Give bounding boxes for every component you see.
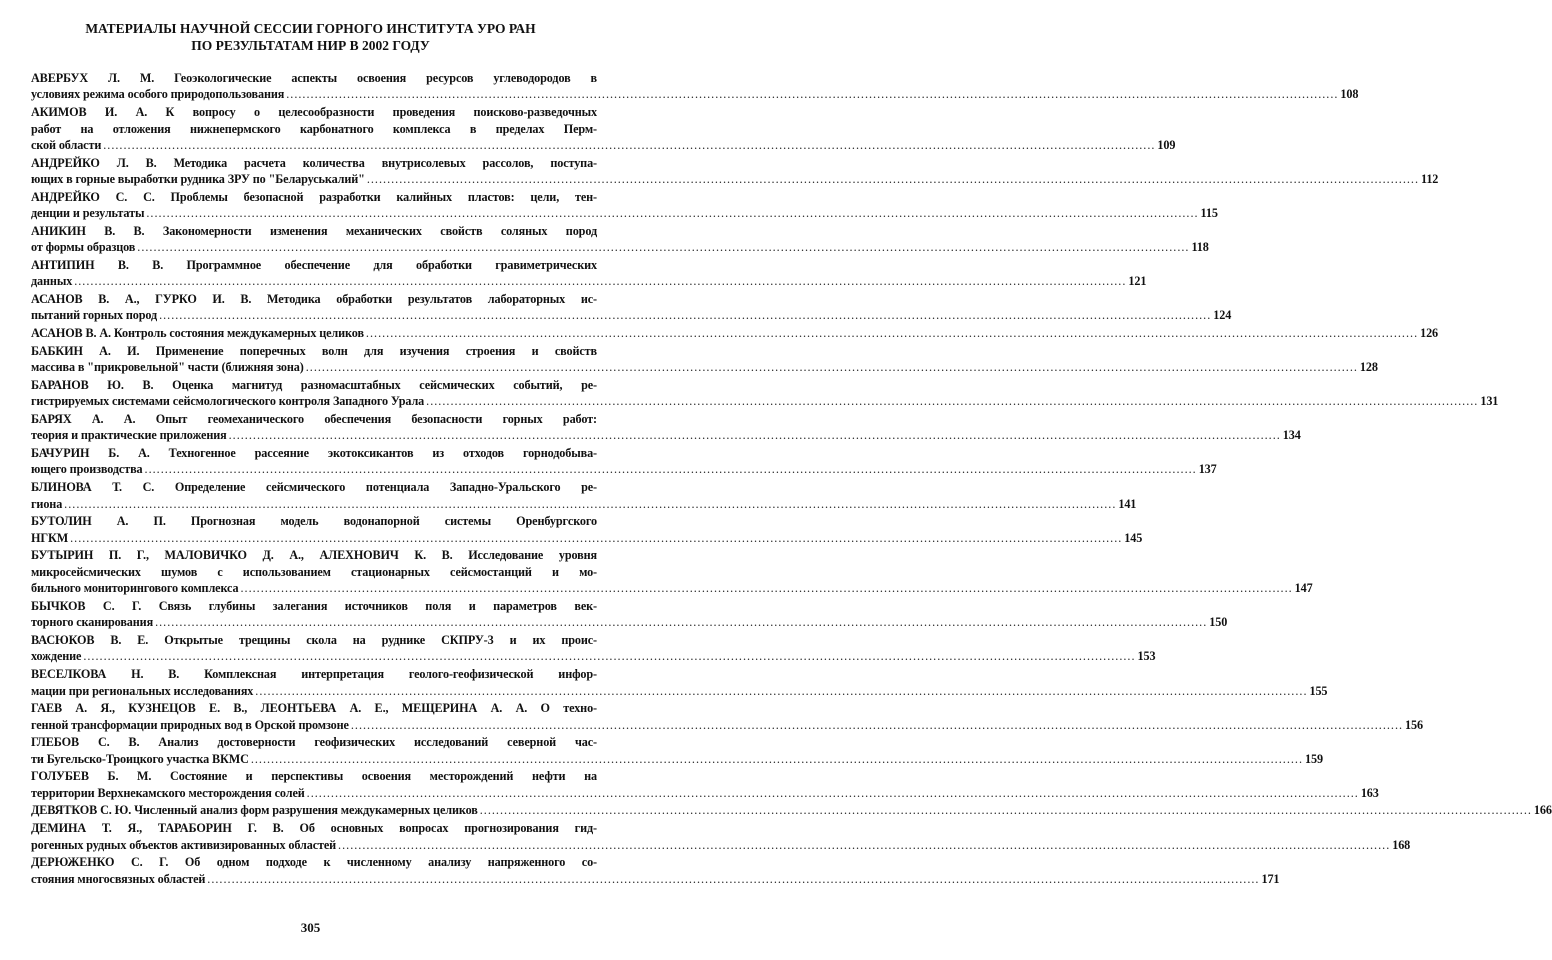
dot-leader: ....................................................................................................................................................................................................................................................................	[286, 87, 1339, 102]
toc-entry-last-line	[31, 307, 1232, 323]
toc-page-number: 159	[1305, 751, 1323, 766]
toc-entry	[31, 104, 1176, 153]
toc-page-number: 156	[1405, 717, 1423, 732]
toc-entry-line: БЫЧКОВ С. Г. Связь глубины залегания источников поля и параметров век-	[31, 598, 597, 613]
dot-leader: ....................................................................................................................................................................................................................................................................	[426, 394, 1479, 409]
toc-entry-line: БАЧУРИН Б. А. Техногенное рассеяние экотоксикантов из отходов горнодобыва-	[31, 446, 597, 461]
dot-leader: ....................................................................................................................................................................................................................................................................	[228, 428, 1281, 443]
toc-entry-line: БЛИНОВА Т. С. Определение сейсмического потенциала Западно-Уральского ре-	[31, 480, 597, 495]
toc-entry-last-line	[31, 614, 1228, 630]
toc-page-number: 137	[1198, 462, 1217, 477]
toc-page-number: 124	[1213, 308, 1232, 323]
toc-entry-last-line	[31, 683, 1328, 699]
toc-entry	[31, 802, 1552, 818]
toc-entry-title-end: бильного мониторингового комплекса	[31, 581, 239, 596]
title-line-1: МАТЕРИАЛЫ НАУЧНОЙ СЕССИИ ГОРНОГО ИНСТИТУТА УРО РАН	[85, 21, 536, 36]
toc-entry	[31, 445, 1217, 478]
toc-entry-title-end: ской области	[31, 138, 102, 152]
toc-entry-title-end: гиона	[31, 496, 63, 511]
toc-entry-line: работ на отложения нижнепермского карбонатного комплекса в пределах Перм-	[31, 121, 597, 136]
toc-page-number: 171	[1261, 871, 1280, 886]
dot-leader: ....................................................................................................................................................................................................................................................................	[240, 581, 1293, 596]
toc-page-number: 166	[1533, 803, 1552, 818]
page-number: 305	[300, 920, 321, 935]
toc-entry-title-end: АСАНОВ В. А. Контроль состояния междукамерных целиков	[31, 326, 364, 341]
toc-entry-line: АКИМОВ И. А. К вопросу о целесообразности проведения поисково-разведочных	[31, 105, 597, 120]
dot-leader: ....................................................................................................................................................................................................................................................................	[306, 785, 1359, 800]
toc-entry-title-end: условиях режима особого природопользования	[31, 87, 285, 102]
toc-page-number: 131	[1480, 394, 1499, 409]
toc-entry	[31, 854, 1280, 887]
toc-entry-last-line	[31, 837, 1411, 853]
toc-entry	[31, 598, 1228, 631]
toc-entry-last-line	[31, 171, 1439, 187]
toc-entry-title-end: мации при региональных исследованиях	[31, 683, 254, 698]
toc-entry-title-end: данных	[31, 274, 73, 289]
dot-leader: ....................................................................................................................................................................................................................................................................	[83, 649, 1136, 664]
toc-entry	[31, 547, 1313, 596]
dot-leader: ....................................................................................................................................................................................................................................................................	[305, 360, 1358, 375]
toc-entry-title-end: хождение	[31, 649, 82, 664]
toc-entry-last-line	[31, 717, 1423, 733]
toc-entry-title-end: пытаний горных пород	[31, 308, 158, 323]
dot-leader: ....................................................................................................................................................................................................................................................................	[207, 871, 1260, 886]
toc-entry-title-end: ти Бугельско-Троицкого участка ВКМС	[31, 751, 249, 766]
toc-page-number: 109	[1157, 138, 1176, 152]
toc-page-number: 153	[1137, 649, 1156, 664]
toc-entry-title-end: генной трансформации природных вод в Орской промзоне	[31, 717, 349, 732]
toc-entry-line: БАБКИН А. И. Применение поперечных волн для изучения строения и свойств	[31, 343, 597, 358]
toc-entry-last-line	[31, 461, 1217, 477]
dot-leader: ....................................................................................................................................................................................................................................................................	[365, 326, 1419, 341]
toc-entry-last-line	[31, 239, 1209, 255]
toc-entry-line: БАРАНОВ Ю. В. Оценка магнитуд разномасштабных сейсмических событий, ре-	[31, 377, 597, 392]
dot-leader: ....................................................................................................................................................................................................................................................................	[350, 717, 1404, 732]
title-line-2: ПО РЕЗУЛЬТАТАМ НИР В 2002 ГОДУ	[191, 38, 430, 53]
toc-entry-last-line	[31, 427, 1301, 443]
toc-entry-line: ГАЕВ А. Я., КУЗНЕЦОВ Е. В., ЛЕОНТЬЕВА А. Е., МЕЩЕРИНА А. А. О техно-	[31, 701, 597, 716]
toc-entry-line: ВАСЮКОВ В. Е. Открытые трещины скола на руднике СКПРУ-3 и их проис-	[31, 632, 597, 647]
toc-entry	[31, 325, 1439, 341]
toc-page-number: 128	[1359, 360, 1378, 375]
toc-entry	[31, 632, 1156, 665]
toc-entry-last-line	[31, 751, 1323, 767]
toc-entry-line: ВЕСЕЛКОВА Н. В. Комплексная интерпретация геолого-геофизической инфор-	[31, 667, 597, 682]
toc-entry-line: ДЕРЮЖЕНКО С. Г. Об одном подходе к численному анализу напряженного со-	[31, 855, 597, 870]
toc-entry-title-end: массива в "прикровельной" части (ближняя зона)	[31, 360, 304, 375]
toc-entry-last-line	[31, 785, 1379, 801]
toc-entry-title-end: ДЕВЯТКОВ С. Ю. Численный анализ форм разрушения междукамерных целиков	[31, 803, 478, 818]
toc-entry-line: ДЕМИНА Т. Я., ТАРАБОРИН Г. В. Об основных вопросах прогнозирования гид-	[31, 821, 597, 836]
toc-entry-last-line	[31, 802, 1552, 818]
toc-entry	[31, 734, 1323, 767]
dot-leader: ....................................................................................................................................................................................................................................................................	[144, 462, 1197, 477]
toc-entry	[31, 820, 1411, 853]
toc-entry	[31, 411, 1301, 444]
toc-entry	[31, 189, 1218, 222]
toc-entry-line: ГЛЕБОВ С. В. Анализ достоверности геофизических исследований северной час-	[31, 735, 597, 750]
dot-leader: ....................................................................................................................................................................................................................................................................	[366, 172, 1420, 187]
dot-leader: ....................................................................................................................................................................................................................................................................	[74, 274, 1127, 289]
toc-entry	[31, 257, 1147, 290]
toc-entry-last-line	[31, 580, 1313, 596]
toc-entry-title-end: ющего производства	[31, 462, 143, 477]
toc-page-number: 126	[1420, 326, 1439, 341]
toc-entry	[31, 513, 1143, 546]
toc-entry-last-line	[31, 205, 1218, 221]
toc-entry	[31, 700, 1423, 733]
dot-leader: ....................................................................................................................................................................................................................................................................	[338, 837, 1391, 852]
toc-entry-last-line	[31, 648, 1156, 664]
toc-page-number: 121	[1128, 274, 1147, 289]
toc-entry-line: АВЕРБУХ Л. М. Геоэкологические аспекты освоения ресурсов углеводородов в	[31, 71, 597, 85]
toc-entry-last-line	[31, 530, 1143, 546]
toc-entry-last-line	[31, 393, 1499, 409]
toc-page-number: 168	[1392, 837, 1411, 852]
toc-entry-title-end: гистрируемых системами сейсмологического контроля Западного Урала	[31, 394, 425, 409]
toc-entry-title-end: территории Верхнекамского месторождения солей	[31, 785, 305, 800]
page-title	[30, 20, 591, 54]
toc-entry-last-line	[31, 359, 1378, 375]
dot-leader: ....................................................................................................................................................................................................................................................................	[64, 496, 1117, 511]
dot-leader: ....................................................................................................................................................................................................................................................................	[146, 206, 1199, 221]
toc-page-number: 112	[1421, 172, 1439, 187]
toc-entry-last-line	[31, 137, 1176, 153]
toc-entry-line: АСАНОВ В. А., ГУРКО И. В. Методика обработки результатов лабораторных ис-	[31, 292, 597, 307]
toc-entry-title-end: ющих в горные выработки рудника ЗРУ по "Беларуськалий"	[31, 172, 365, 187]
toc-page-number: 145	[1124, 530, 1143, 545]
toc-page-number: 163	[1360, 785, 1379, 800]
toc-entry	[31, 291, 1232, 324]
toc-entry-title-end: денции и результаты	[31, 206, 145, 221]
toc-page-number: 134	[1282, 428, 1301, 443]
toc-entry-title-end: стояния многосвязных областей	[31, 871, 206, 886]
toc-entry-title-end: от формы образцов	[31, 240, 136, 255]
toc-page-number: 150	[1209, 615, 1228, 630]
toc-entry-last-line	[31, 273, 1147, 289]
table-of-contents	[31, 70, 1552, 888]
toc-entry	[31, 70, 1359, 103]
toc-entry-line: АНДРЕЙКО С. С. Проблемы безопасной разработки калийных пластов: цели, тен-	[31, 189, 597, 204]
toc-entry	[31, 343, 1378, 376]
toc-page-number: 115	[1200, 206, 1218, 221]
toc-page-number: 118	[1191, 240, 1209, 255]
toc-entry-line: БУТОЛИН А. П. Прогнозная модель водонапорной системы Оренбургского	[31, 514, 597, 529]
toc-entry-line: АНДРЕЙКО Л. В. Методика расчета количества внутрисолевых рассолов, поступа-	[31, 155, 597, 170]
toc-page-number: 155	[1309, 683, 1328, 698]
dot-leader: ....................................................................................................................................................................................................................................................................	[70, 530, 1123, 545]
toc-entry-last-line	[31, 496, 1137, 512]
dot-leader: ....................................................................................................................................................................................................................................................................	[137, 240, 1190, 255]
toc-entry	[31, 479, 1137, 512]
toc-page-number: 147	[1294, 581, 1313, 596]
toc-entry-last-line	[31, 871, 1280, 887]
toc-page-number: 141	[1118, 496, 1137, 511]
toc-page-number: 108	[1340, 87, 1359, 102]
dot-leader: ....................................................................................................................................................................................................................................................................	[103, 138, 1156, 152]
toc-entry	[31, 768, 1379, 801]
toc-entry-line: БУТЫРИН П. Г., МАЛОВИЧКО Д. А., АЛЕХНОВИЧ К. В. Исследование уровня	[31, 548, 597, 563]
toc-entry-title-end: теория и практические приложения	[31, 428, 227, 443]
dot-leader: ....................................................................................................................................................................................................................................................................	[250, 751, 1303, 766]
toc-entry	[31, 223, 1209, 256]
toc-entry-line: микросейсмических шумов с использованием стационарных сейсмостанций и мо-	[31, 564, 597, 579]
toc-entry	[31, 377, 1499, 410]
toc-entry	[31, 155, 1439, 188]
toc-entry-title-end: НГКМ	[31, 530, 69, 545]
toc-entry-line: АНТИПИН В. В. Программное обеспечение для обработки гравиметрических	[31, 257, 597, 272]
toc-entry-last-line	[31, 325, 1439, 341]
toc-entry-line: АНИКИН В. В. Закономерности изменения механических свойств соляных пород	[31, 223, 597, 238]
toc-entry-title-end: торного сканирования	[31, 615, 154, 630]
dot-leader: ....................................................................................................................................................................................................................................................................	[479, 803, 1532, 818]
toc-entry	[31, 666, 1328, 699]
toc-entry-title-end: рогенных рудных объектов активизированных областей	[31, 837, 337, 852]
toc-entry-line: БАРЯХ А. А. Опыт геомеханического обеспечения безопасности горных работ:	[31, 411, 597, 426]
dot-leader: ....................................................................................................................................................................................................................................................................	[155, 615, 1208, 630]
dot-leader: ....................................................................................................................................................................................................................................................................	[159, 308, 1212, 323]
toc-entry-line: ГОЛУБЕВ Б. М. Состояние и перспективы освоения месторождений нефти на	[31, 769, 597, 784]
dot-leader: ....................................................................................................................................................................................................................................................................	[255, 683, 1308, 698]
toc-entry-last-line	[31, 86, 1359, 102]
